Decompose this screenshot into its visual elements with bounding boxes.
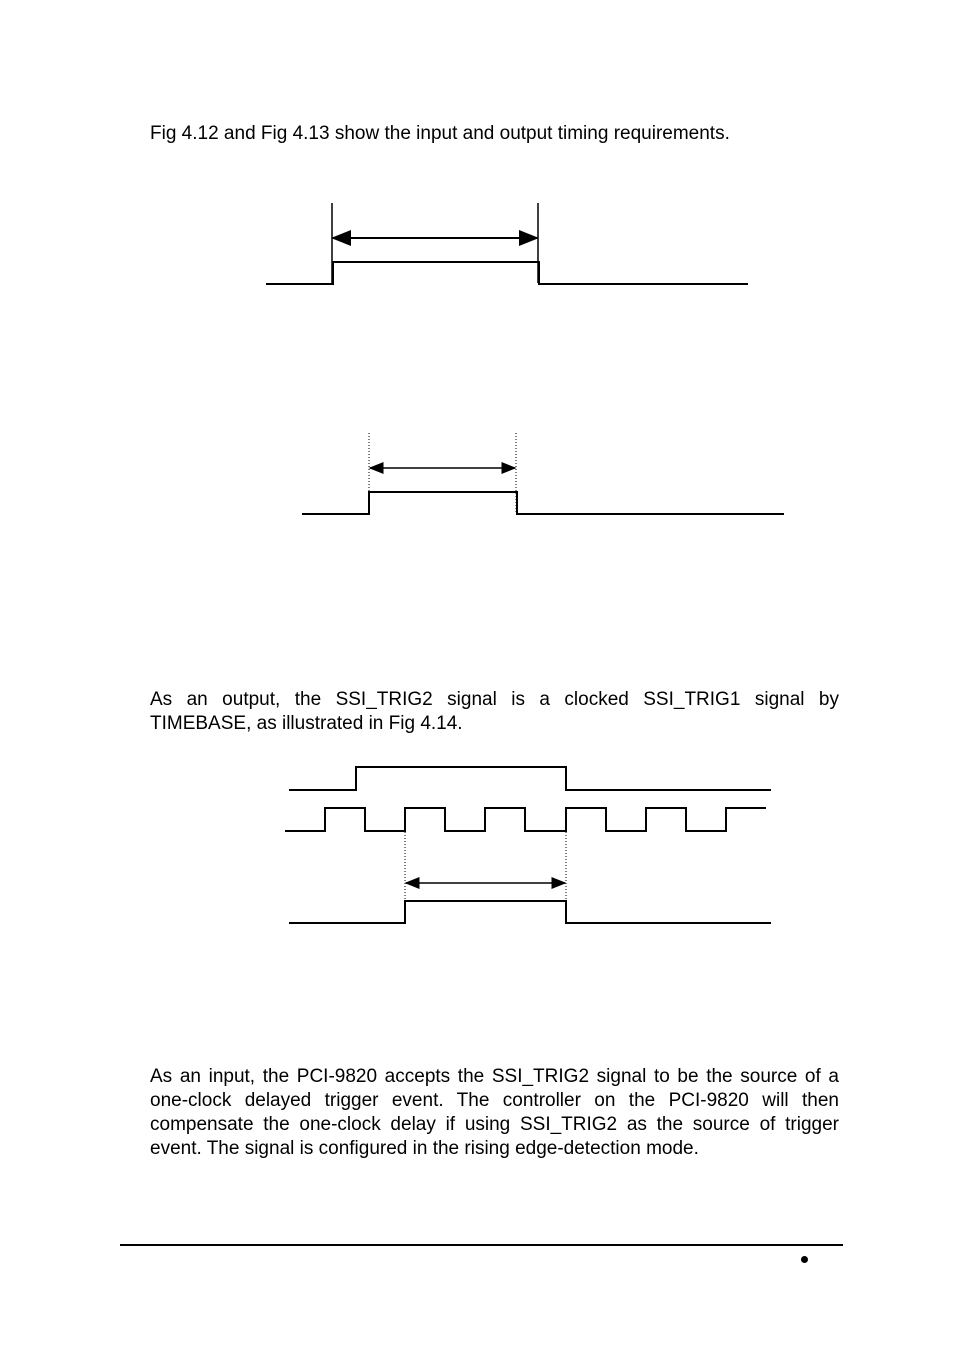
ssi-trig1-waveform — [289, 767, 771, 790]
trigger-waveform — [266, 262, 748, 284]
intro-text: Fig 4.12 and Fig 4.13 show the input and output timing requirements. — [150, 123, 730, 144]
input-paragraph: As an input, the PCI-9820 accepts the SSI_TRIG2 signal to be the source of a one-clock delayed trigger event. The controller on the PCI-9820 will then compensate the one-clock delay if using SSI_TRIG2 as the source of trigger event. The signal is configured in the rising edge-detection mode. — [150, 1066, 839, 1159]
trigger-waveform — [302, 492, 784, 514]
timebase-clock-waveform — [285, 808, 766, 831]
footer-rule — [120, 1244, 843, 1246]
input-timing-diagram — [0, 195, 954, 295]
footer-bullet — [801, 1256, 808, 1263]
clocked-trigger-diagram — [0, 755, 954, 935]
output-paragraph: As an output, the SSI_TRIG2 signal is a clocked SSI_TRIG1 signal by TIMEBASE, as illustrated in Fig 4.14. — [150, 689, 839, 734]
ssi-trig2-waveform — [289, 901, 771, 923]
output-timing-diagram — [0, 425, 954, 525]
